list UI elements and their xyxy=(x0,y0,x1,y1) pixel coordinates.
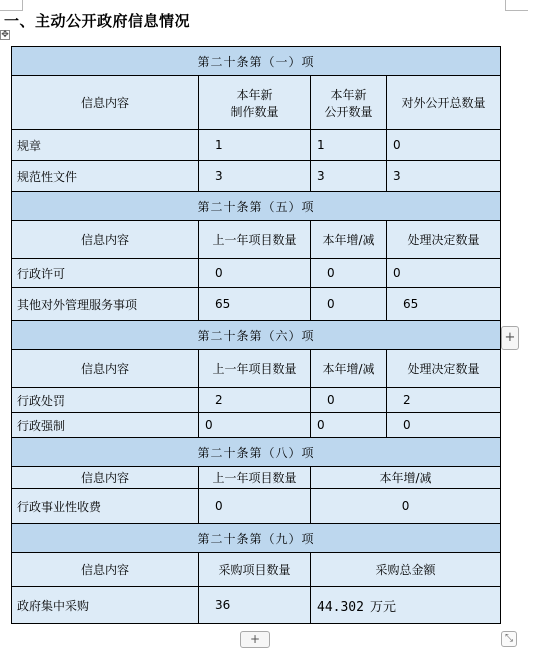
cell-value: 2 xyxy=(199,388,311,413)
cell-value: 0 xyxy=(311,413,387,438)
table-row xyxy=(12,587,501,624)
cell-value: 1 xyxy=(199,130,311,161)
row-label: 行政许可 xyxy=(12,259,199,288)
cell-value: 2 xyxy=(387,388,501,413)
column-header: 信息内容 xyxy=(12,553,199,587)
disclosure-table xyxy=(11,46,501,624)
column-header xyxy=(311,76,387,130)
column-header xyxy=(199,76,311,130)
column-header: 信息内容 xyxy=(12,350,199,388)
cell-value: 0 xyxy=(199,259,311,288)
cell-value: 3 xyxy=(199,161,311,192)
cell-value: 0 xyxy=(311,259,387,288)
table-row xyxy=(12,130,501,161)
cell-value: 36 xyxy=(199,587,311,624)
table-row xyxy=(12,259,501,288)
cell-value: 0 xyxy=(199,413,311,438)
column-header-line: 本年新 公开数量 xyxy=(324,87,373,119)
cell-value xyxy=(311,587,501,624)
column-header: 采购总金额 xyxy=(311,553,501,587)
column-header: 上一年项目数量 xyxy=(199,467,311,489)
section-row xyxy=(12,524,501,553)
table-move-handle-icon[interactable]: ✥ xyxy=(1,30,9,40)
table-header-row xyxy=(12,350,501,388)
page-corner-mark-right xyxy=(505,0,528,11)
column-header: 上一年项目数量 xyxy=(199,221,311,259)
cell-value: 0 xyxy=(199,489,311,524)
column-header: 信息内容 xyxy=(12,76,199,130)
section-row xyxy=(12,438,501,467)
cell-value: 65 xyxy=(387,288,501,321)
row-label: 行政事业性收费 xyxy=(12,489,199,524)
table-row xyxy=(12,489,501,524)
section-row xyxy=(12,192,501,221)
row-label: 规范性文件 xyxy=(12,161,199,192)
cell-value: 0 xyxy=(387,130,501,161)
add-row-button[interactable]: + xyxy=(240,631,270,648)
table-row xyxy=(12,413,501,438)
row-label: 其他对外管理服务事项 xyxy=(12,288,199,321)
cell-value: 65 xyxy=(199,288,311,321)
cell-value: 3 xyxy=(387,161,501,192)
column-header: 信息内容 xyxy=(12,467,199,489)
row-label: 行政强制 xyxy=(12,413,199,438)
column-header: 本年增/减 xyxy=(311,221,387,259)
cell-value: 1 xyxy=(311,130,387,161)
section-row xyxy=(12,47,501,76)
table-header-row xyxy=(12,76,501,130)
table-header-row xyxy=(12,553,501,587)
column-header: 上一年项目数量 xyxy=(199,350,311,388)
row-label: 政府集中采购 xyxy=(12,587,199,624)
table-row xyxy=(12,288,501,321)
cell-value: 0 xyxy=(387,259,501,288)
column-header: 本年增/减 xyxy=(311,350,387,388)
cell-value: 0 xyxy=(311,489,501,524)
row-label: 行政处罚 xyxy=(12,388,199,413)
section-title: 第二十条第（六）项 xyxy=(12,321,501,350)
table-resize-handle-icon[interactable]: ⤡ xyxy=(501,631,517,647)
column-header: 处理决定数量 xyxy=(387,350,501,388)
column-header: 对外公开总数量 xyxy=(387,76,501,130)
row-label: 规章 xyxy=(12,130,199,161)
section-row xyxy=(12,321,501,350)
section-title: 第二十条第（五）项 xyxy=(12,192,501,221)
section-title: 第二十条第（九）项 xyxy=(12,524,501,553)
section-title: 第二十条第（一）项 xyxy=(12,47,501,76)
column-header: 处理决定数量 xyxy=(387,221,501,259)
table-row xyxy=(12,161,501,192)
section-heading: 一、主动公开政府信息情况 xyxy=(4,12,191,30)
column-header-line: 本年新 制作数量 xyxy=(230,87,279,119)
cell-value: 0 xyxy=(311,388,387,413)
add-column-button[interactable]: + xyxy=(501,326,519,350)
column-header: 信息内容 xyxy=(12,221,199,259)
table-header-row xyxy=(12,221,501,259)
amount-unit: 万元 xyxy=(369,599,396,615)
column-header: 采购项目数量 xyxy=(199,553,311,587)
column-header: 本年增/减 xyxy=(311,467,501,489)
amount-value: 44.302 xyxy=(317,599,364,615)
table-header-row xyxy=(12,467,501,489)
table-row xyxy=(12,388,501,413)
cell-value: 0 xyxy=(387,413,501,438)
section-title: 第二十条第（八）项 xyxy=(12,438,501,467)
cell-value: 3 xyxy=(311,161,387,192)
cell-value: 0 xyxy=(311,288,387,321)
